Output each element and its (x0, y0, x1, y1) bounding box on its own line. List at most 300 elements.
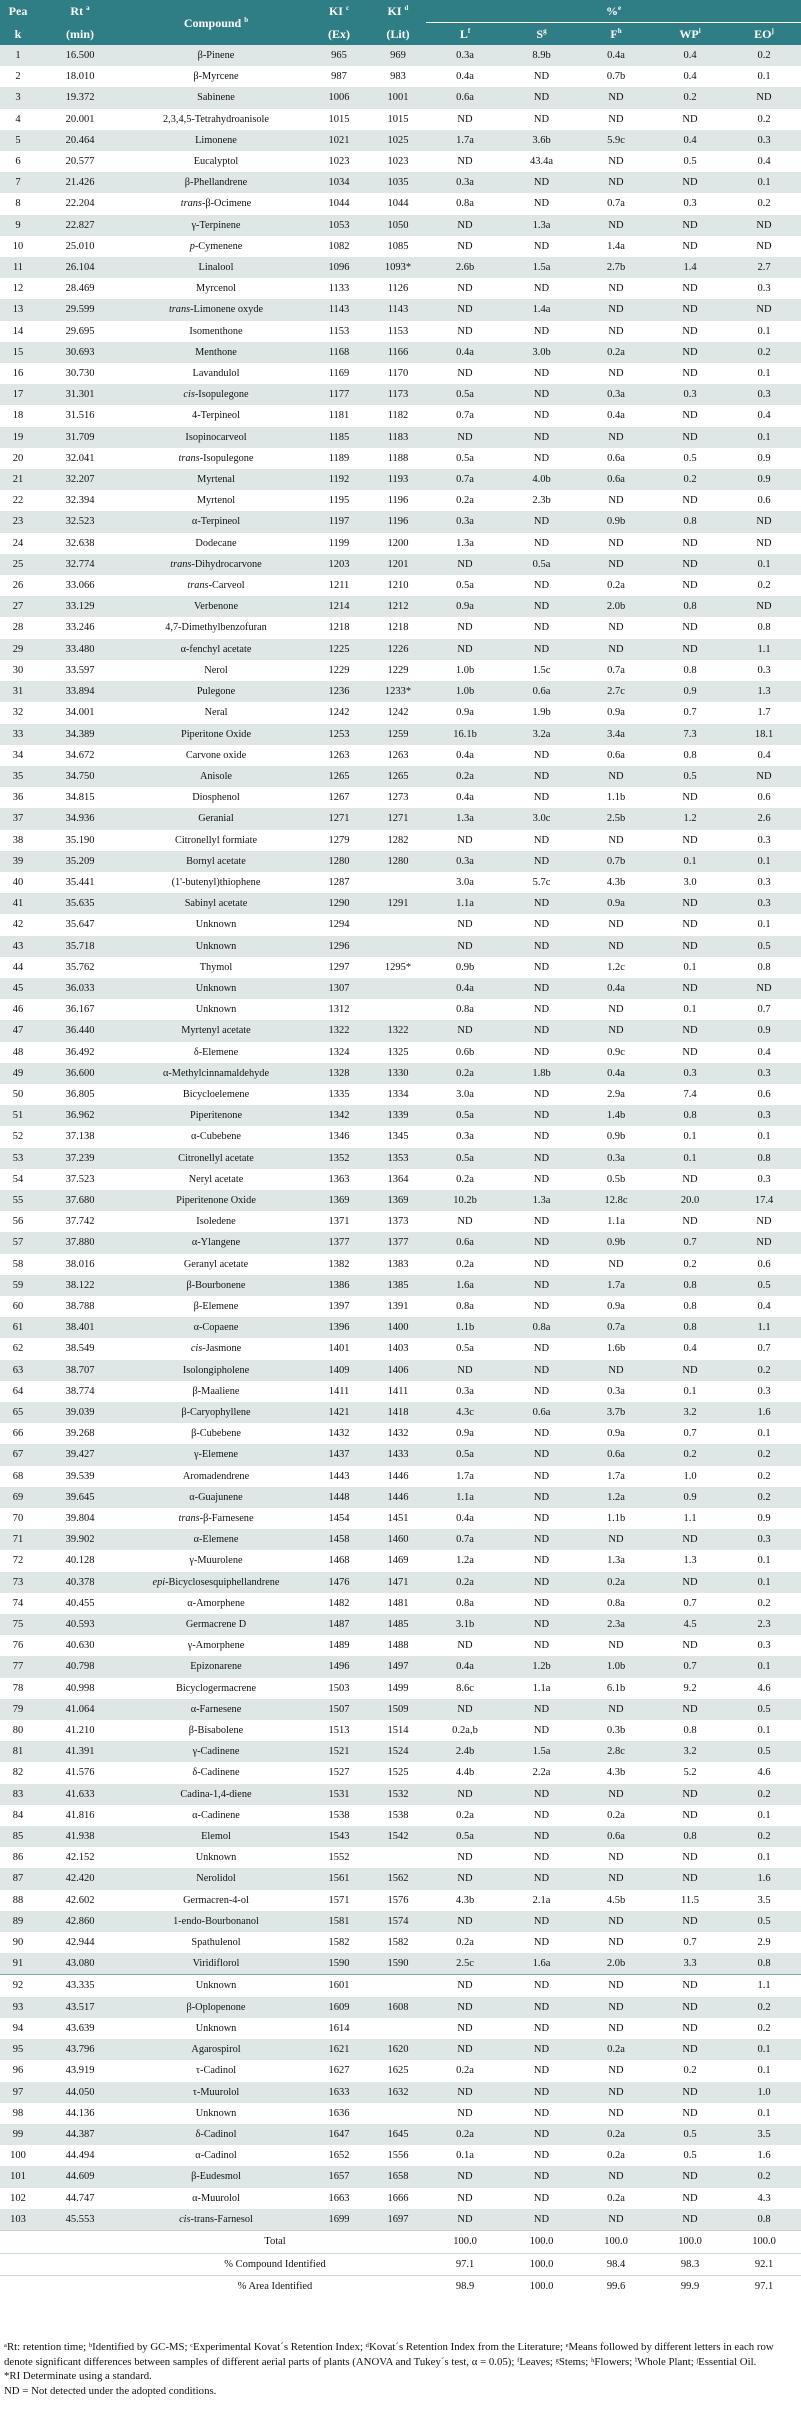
table-row (0, 1042, 801, 1063)
cell-leaves: 0.2a (426, 490, 504, 511)
cell-ki-lit: 1143 (370, 299, 426, 320)
cell-leaves: 1.0b (426, 681, 504, 702)
cell-leaves: ND (426, 914, 504, 935)
cell-whole-plant: ND (653, 363, 727, 384)
cell-ki-lit: 1085 (370, 236, 426, 257)
cell-essential-oil: 0.1 (727, 1847, 801, 1868)
cell-leaves: ND (426, 109, 504, 130)
cell-leaves: 0.3a (426, 1381, 504, 1402)
cell-peak: 68 (0, 1466, 36, 1487)
cell-whole-plant: 5.2 (653, 1762, 727, 1783)
cell-peak: 40 (0, 872, 36, 893)
cell-rt: 39.427 (36, 1444, 124, 1465)
cell-rt: 43.919 (36, 2060, 124, 2081)
cell-whole-plant: 1.2 (653, 808, 727, 829)
cell-ki-exp: 1496 (308, 1656, 370, 1677)
cell-essential-oil: 0.4 (727, 1296, 801, 1317)
cell-rt: 38.774 (36, 1381, 124, 1402)
cell-compound: α-fenchyl acetate (124, 639, 308, 660)
cell-essential-oil: ND (727, 766, 801, 787)
cell-whole-plant: 0.8 (653, 1720, 727, 1741)
cell-whole-plant: ND (653, 1805, 727, 1826)
cell-rt: 32.394 (36, 490, 124, 511)
cell-compound: Neryl acetate (124, 1169, 308, 1190)
cell-whole-plant: ND (653, 215, 727, 236)
cell-compound: Myrtenal (124, 469, 308, 490)
cell-rt: 34.936 (36, 808, 124, 829)
cell-ki-exp: 1034 (308, 172, 370, 193)
cell-whole-plant: 0.5 (653, 448, 727, 469)
cell-stems: ND (504, 278, 579, 299)
cell-ki-lit: 1050 (370, 215, 426, 236)
cell-essential-oil: 0.1 (727, 914, 801, 935)
cell-rt: 41.064 (36, 1699, 124, 1720)
cell-essential-oil: 0.2 (727, 2018, 801, 2039)
cell-leaves: ND (426, 617, 504, 638)
cell-rt: 20.001 (36, 109, 124, 130)
cell-peak: 39 (0, 851, 36, 872)
cell-flowers: 0.2a (579, 1805, 653, 1826)
cell-ki-exp: 1443 (308, 1466, 370, 1487)
cell-stems: ND (504, 1635, 579, 1656)
table-row (0, 660, 801, 681)
table-row (0, 1826, 801, 1847)
cell-rt: 39.902 (36, 1529, 124, 1550)
cell-ki-lit: 983 (370, 66, 426, 87)
cell-ki-exp: 1513 (308, 1720, 370, 1741)
cell-essential-oil: 0.3 (727, 130, 801, 151)
cell-leaves: 8.6c (426, 1678, 504, 1699)
cell-essential-oil: 1.6 (727, 1868, 801, 1889)
cell-stems: ND (504, 1529, 579, 1550)
cell-ki-exp: 1242 (308, 702, 370, 723)
cell-whole-plant: 0.1 (653, 1126, 727, 1147)
cell-whole-plant: ND (653, 2082, 727, 2103)
cell-ki-exp: 1211 (308, 575, 370, 596)
cell-essential-oil: 2.6 (727, 808, 801, 829)
cell-ki-exp: 1225 (308, 639, 370, 660)
cell-flowers: ND (579, 639, 653, 660)
cell-rt: 29.695 (36, 321, 124, 342)
cell-compound: Bornyl acetate (124, 851, 308, 872)
table-row (0, 1890, 801, 1911)
cell-ki-exp: 1199 (308, 533, 370, 554)
cell-rt: 41.816 (36, 1805, 124, 1826)
cell-ki-lit: 1282 (370, 830, 426, 851)
cell-whole-plant: ND (653, 2039, 727, 2060)
cell-whole-plant: 0.9 (653, 681, 727, 702)
cell-leaves: 1.3a (426, 533, 504, 554)
cell-ki-lit: 1451 (370, 1508, 426, 1529)
table-row (0, 1847, 801, 1868)
cell-rt: 40.378 (36, 1572, 124, 1593)
cell-compound: Geranial (124, 808, 308, 829)
cell-compound: Anisole (124, 766, 308, 787)
table-row (0, 1614, 801, 1635)
cell-essential-oil: 0.5 (727, 1275, 801, 1296)
header-ki-exp: KI $^c$ (308, 0, 370, 23)
cell-compound: α-Farnesene (124, 1699, 308, 1720)
cell-rt: 44.136 (36, 2103, 124, 2124)
cell-essential-oil: 1.1 (727, 639, 801, 660)
cell-compound: Piperitone Oxide (124, 724, 308, 745)
cell-ki-lit: 1166 (370, 342, 426, 363)
cell-flowers: 0.9c (579, 1042, 653, 1063)
cell-whole-plant: ND (653, 405, 727, 426)
cell-rt: 42.944 (36, 1932, 124, 1953)
cell-ki-lit: 1562 (370, 1868, 426, 1889)
cell-compound: Myrcenol (124, 278, 308, 299)
cell-essential-oil: 1.3 (727, 681, 801, 702)
cell-stems: 1.6a (504, 1953, 579, 1975)
cell-peak: 5 (0, 130, 36, 151)
cell-essential-oil: 0.5 (727, 1741, 801, 1762)
table-row (0, 1338, 801, 1359)
totals-essential-oil: 100.0 (727, 2230, 801, 2253)
cell-flowers: 1.1b (579, 787, 653, 808)
cell-whole-plant: 0.7 (653, 702, 727, 723)
table-row (0, 1063, 801, 1084)
cell-peak: 41 (0, 893, 36, 914)
cell-rt: 36.962 (36, 1105, 124, 1126)
cell-ki-exp: 1386 (308, 1275, 370, 1296)
cell-rt: 25.010 (36, 236, 124, 257)
cell-rt: 26.104 (36, 257, 124, 278)
cell-ki-exp: 1663 (308, 2188, 370, 2209)
cell-rt: 36.033 (36, 978, 124, 999)
cell-rt: 20.464 (36, 130, 124, 151)
cell-stems: ND (504, 1975, 579, 1997)
cell-rt: 31.709 (36, 427, 124, 448)
cell-compound: cis-Isopulegone (124, 384, 308, 405)
cell-leaves: 3.1b (426, 1614, 504, 1635)
cell-stems: 1.8b (504, 1063, 579, 1084)
table-row (0, 1762, 801, 1783)
cell-ki-lit: 1035 (370, 172, 426, 193)
cell-leaves: 1.2a (426, 1550, 504, 1571)
cell-ki-lit: 1242 (370, 702, 426, 723)
cell-compound: Sabinyl acetate (124, 893, 308, 914)
cell-leaves: 0.3a (426, 1126, 504, 1147)
cell-whole-plant: 1.0 (653, 1466, 727, 1487)
cell-ki-lit: 1590 (370, 1953, 426, 1975)
cell-essential-oil: 0.3 (727, 1169, 801, 1190)
cell-stems: ND (504, 978, 579, 999)
cell-peak: 16 (0, 363, 36, 384)
cell-compound: Piperitenone (124, 1105, 308, 1126)
cell-ki-lit: 1542 (370, 1826, 426, 1847)
cell-compound: p-Cymenene (124, 236, 308, 257)
cell-flowers: 1.7a (579, 1466, 653, 1487)
cell-ki-lit: 1469 (370, 1550, 426, 1571)
cell-essential-oil: 0.7 (727, 999, 801, 1020)
cell-essential-oil: ND (727, 511, 801, 532)
cell-ki-lit: 1153 (370, 321, 426, 342)
cell-stems: ND (504, 2103, 579, 2124)
cell-ki-exp: 1377 (308, 1232, 370, 1253)
cell-stems: ND (504, 1444, 579, 1465)
cell-stems: ND (504, 1614, 579, 1635)
cell-ki-lit: 1556 (370, 2145, 426, 2166)
cell-essential-oil: 0.7 (727, 1338, 801, 1359)
cell-stems: 0.5a (504, 554, 579, 575)
cell-rt: 38.549 (36, 1338, 124, 1359)
cell-whole-plant: 0.7 (653, 1656, 727, 1677)
cell-rt: 36.167 (36, 999, 124, 1020)
cell-flowers: 0.8a (579, 1593, 653, 1614)
cell-peak: 103 (0, 2209, 36, 2231)
cell-essential-oil: ND (727, 533, 801, 554)
cell-rt: 31.301 (36, 384, 124, 405)
table-row (0, 130, 801, 151)
cell-ki-exp: 1214 (308, 596, 370, 617)
cell-essential-oil: 0.3 (727, 830, 801, 851)
cell-essential-oil: 1.0 (727, 2082, 801, 2103)
table-row (0, 1699, 801, 1720)
cell-flowers: 2.8c (579, 1741, 653, 1762)
cell-peak: 81 (0, 1741, 36, 1762)
cell-essential-oil: 0.1 (727, 851, 801, 872)
cell-leaves: 0.5a (426, 575, 504, 596)
cell-leaves: ND (426, 2209, 504, 2231)
cell-essential-oil: 0.1 (727, 554, 801, 575)
cell-ki-exp: 1296 (308, 936, 370, 957)
cell-ki-lit: 1273 (370, 787, 426, 808)
cell-essential-oil: 0.2 (727, 1444, 801, 1465)
cell-essential-oil: 0.3 (727, 384, 801, 405)
cell-compound: β-Maaliene (124, 1381, 308, 1402)
cell-leaves: 0.2a (426, 1572, 504, 1593)
table-row (0, 914, 801, 935)
cell-ki-lit: 1093* (370, 257, 426, 278)
cell-compound: Unknown (124, 914, 308, 935)
header-ki-lit-unit: (Lit) (370, 23, 426, 46)
table-row (0, 87, 801, 108)
cell-whole-plant: 0.4 (653, 130, 727, 151)
cell-leaves: 0.4a (426, 1656, 504, 1677)
table-row (0, 1190, 801, 1211)
cell-peak: 50 (0, 1084, 36, 1105)
cell-stems: ND (504, 1254, 579, 1275)
cell-rt: 44.050 (36, 2082, 124, 2103)
cell-rt: 19.372 (36, 87, 124, 108)
cell-flowers: 1.1a (579, 1211, 653, 1232)
cell-compound: γ-Cadinene (124, 1741, 308, 1762)
cell-ki-exp: 1169 (308, 363, 370, 384)
cell-rt: 42.860 (36, 1911, 124, 1932)
cell-whole-plant: ND (653, 427, 727, 448)
cell-ki-lit: 1418 (370, 1402, 426, 1423)
cell-compound: Sabinene (124, 87, 308, 108)
cell-flowers: 1.4b (579, 1105, 653, 1126)
cell-peak: 49 (0, 1063, 36, 1084)
cell-compound: Bicyclogermacrene (124, 1678, 308, 1699)
cell-flowers: 0.4a (579, 405, 653, 426)
cell-ki-lit: 1196 (370, 511, 426, 532)
cell-flowers: ND (579, 1997, 653, 2018)
cell-peak: 96 (0, 2060, 36, 2081)
cell-compound: Lavandulol (124, 363, 308, 384)
cell-rt: 34.672 (36, 745, 124, 766)
cell-peak: 88 (0, 1890, 36, 1911)
cell-ki-lit: 1481 (370, 1593, 426, 1614)
cell-flowers: ND (579, 2018, 653, 2039)
cell-ki-exp: 1195 (308, 490, 370, 511)
cell-peak: 65 (0, 1402, 36, 1423)
cell-flowers: ND (579, 766, 653, 787)
cell-whole-plant: 3.2 (653, 1402, 727, 1423)
cell-flowers: 0.3a (579, 1381, 653, 1402)
cell-essential-oil: 0.1 (727, 363, 801, 384)
cell-essential-oil: 0.2 (727, 45, 801, 66)
cell-ki-lit (370, 1975, 426, 1997)
totals-stems: 100.0 (504, 2253, 579, 2276)
cell-rt: 33.480 (36, 639, 124, 660)
cell-ki-exp: 1133 (308, 278, 370, 299)
cell-ki-exp: 1487 (308, 1614, 370, 1635)
cell-flowers: 0.2a (579, 342, 653, 363)
cell-compound: Carvone oxide (124, 745, 308, 766)
cell-ki-lit: 1345 (370, 1126, 426, 1147)
cell-essential-oil: 0.1 (727, 1656, 801, 1677)
cell-stems: 8.9b (504, 45, 579, 66)
cell-stems: ND (504, 1466, 579, 1487)
cell-leaves: 0.9a (426, 596, 504, 617)
cell-rt: 43.796 (36, 2039, 124, 2060)
cell-leaves: ND (426, 1784, 504, 1805)
cell-stems: ND (504, 448, 579, 469)
cell-peak: 20 (0, 448, 36, 469)
cell-whole-plant: ND (653, 490, 727, 511)
cell-leaves: 0.7a (426, 1529, 504, 1550)
cell-ki-exp: 1189 (308, 448, 370, 469)
table-row (0, 427, 801, 448)
cell-peak: 27 (0, 596, 36, 617)
cell-rt: 30.693 (36, 342, 124, 363)
cell-peak: 44 (0, 957, 36, 978)
cell-ki-exp: 1371 (308, 1211, 370, 1232)
table-row (0, 1296, 801, 1317)
cell-ki-lit: 1400 (370, 1317, 426, 1338)
cell-rt: 42.152 (36, 1847, 124, 1868)
table-row (0, 2103, 801, 2124)
cell-whole-plant: 1.4 (653, 257, 727, 278)
cell-essential-oil: 0.2 (727, 193, 801, 214)
cell-peak: 56 (0, 1211, 36, 1232)
cell-peak: 11 (0, 257, 36, 278)
cell-leaves: ND (426, 2018, 504, 2039)
cell-compound: trans-Limonene oxyde (124, 299, 308, 320)
cell-whole-plant: 0.8 (653, 1317, 727, 1338)
table-row (0, 872, 801, 893)
cell-essential-oil: 0.4 (727, 745, 801, 766)
cell-leaves: 0.4a (426, 787, 504, 808)
totals-spacer (0, 2276, 124, 2298)
cell-ki-lit: 1263 (370, 745, 426, 766)
cell-ki-exp: 1168 (308, 342, 370, 363)
cell-compound: Epizonarene (124, 1656, 308, 1677)
cell-ki-lit: 1295* (370, 957, 426, 978)
table-row (0, 1381, 801, 1402)
cell-stems: ND (504, 830, 579, 851)
cell-compound: Isolongipholene (124, 1360, 308, 1381)
table-row (0, 830, 801, 851)
table-row (0, 575, 801, 596)
cell-whole-plant: 0.2 (653, 2060, 727, 2081)
cell-flowers: 0.4a (579, 45, 653, 66)
cell-ki-exp: 1218 (308, 617, 370, 638)
cell-stems: ND (504, 999, 579, 1020)
cell-ki-lit (370, 999, 426, 1020)
cell-stems: 3.0c (504, 808, 579, 829)
cell-essential-oil: 0.3 (727, 1063, 801, 1084)
cell-leaves: 1.6a (426, 1275, 504, 1296)
cell-rt: 43.517 (36, 1997, 124, 2018)
cell-stems: ND (504, 405, 579, 426)
cell-rt: 37.742 (36, 1211, 124, 1232)
cell-flowers: 0.9a (579, 893, 653, 914)
cell-ki-exp: 1294 (308, 914, 370, 935)
cell-stems: ND (504, 766, 579, 787)
cell-leaves: 0.2a (426, 2060, 504, 2081)
cell-essential-oil: 18.1 (727, 724, 801, 745)
cell-whole-plant: 3.3 (653, 1953, 727, 1975)
cell-ki-exp: 1489 (308, 1635, 370, 1656)
cell-flowers: 2.0b (579, 1953, 653, 1975)
cell-flowers: ND (579, 2103, 653, 2124)
totals-label: Total (124, 2230, 426, 2253)
cell-ki-lit: 1173 (370, 384, 426, 405)
cell-leaves: ND (426, 830, 504, 851)
cell-leaves: 0.6b (426, 1042, 504, 1063)
table-row (0, 109, 801, 130)
cell-rt: 35.441 (36, 872, 124, 893)
totals-row (0, 2253, 801, 2276)
cell-leaves: 10.2b (426, 1190, 504, 1211)
cell-flowers: 0.6a (579, 448, 653, 469)
cell-rt: 35.718 (36, 936, 124, 957)
cell-peak: 53 (0, 1148, 36, 1169)
table-row (0, 745, 801, 766)
cell-peak: 90 (0, 1932, 36, 1953)
cell-leaves: 1.1b (426, 1317, 504, 1338)
cell-ki-exp: 1153 (308, 321, 370, 342)
table-row (0, 681, 801, 702)
cell-flowers: 0.2a (579, 2188, 653, 2209)
cell-compound: β-Elemene (124, 1296, 308, 1317)
cell-leaves: 0.3a (426, 511, 504, 532)
cell-stems: ND (504, 1911, 579, 1932)
cell-stems: ND (504, 1784, 579, 1805)
cell-essential-oil: 0.3 (727, 1105, 801, 1126)
cell-ki-exp: 1023 (308, 151, 370, 172)
cell-compound: Citronellyl formiate (124, 830, 308, 851)
cell-compound: β-Pinene (124, 45, 308, 66)
cell-rt: 41.938 (36, 1826, 124, 1847)
cell-stems: 0.8a (504, 1317, 579, 1338)
cell-compound: Diosphenol (124, 787, 308, 808)
cell-whole-plant: 0.5 (653, 151, 727, 172)
cell-flowers: ND (579, 151, 653, 172)
cell-ki-exp: 1421 (308, 1402, 370, 1423)
cell-whole-plant: 0.5 (653, 2145, 727, 2166)
cell-essential-oil: 0.1 (727, 2039, 801, 2060)
cell-peak: 38 (0, 830, 36, 851)
table-row (0, 1020, 801, 1041)
cell-compound: Aromadendrene (124, 1466, 308, 1487)
cell-ki-lit: 1280 (370, 851, 426, 872)
cell-rt: 33.894 (36, 681, 124, 702)
